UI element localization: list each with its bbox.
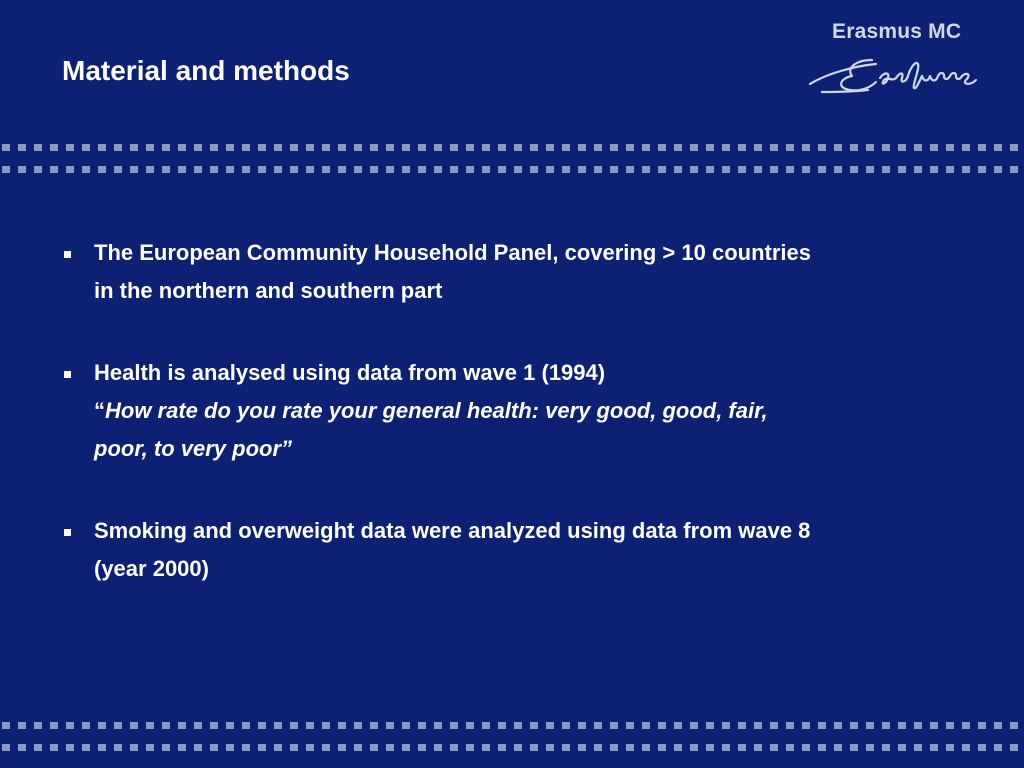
dot-mark [562, 166, 570, 173]
dot-mark [306, 722, 314, 729]
dot-mark [258, 166, 266, 173]
dot-mark [290, 166, 298, 173]
dot-mark [146, 744, 154, 751]
dot-mark [2, 722, 10, 729]
dot-mark [994, 744, 1002, 751]
dot-mark [786, 144, 794, 151]
bullet-marker-icon [64, 251, 71, 258]
dot-mark [18, 722, 26, 729]
bullet-item [62, 234, 962, 310]
dot-mark [482, 166, 490, 173]
dot-mark [642, 722, 650, 729]
dot-mark [914, 744, 922, 751]
dot-mark [338, 722, 346, 729]
dot-mark [690, 144, 698, 151]
dot-mark [354, 722, 362, 729]
logo-text: Erasmus MC [832, 20, 962, 43]
dot-mark [162, 144, 170, 151]
dot-mark [930, 144, 938, 151]
page-title: Material and methods [62, 55, 350, 86]
dot-mark [386, 144, 394, 151]
dot-mark [482, 144, 490, 151]
dot-mark [626, 166, 634, 173]
quote-open: “ [94, 398, 105, 423]
dot-mark [738, 166, 746, 173]
dot-mark [866, 144, 874, 151]
dot-mark [178, 144, 186, 151]
dot-mark [290, 744, 298, 751]
dot-mark [226, 722, 234, 729]
dot-mark [450, 166, 458, 173]
dot-mark [786, 722, 794, 729]
dot-mark [530, 722, 538, 729]
dot-mark [546, 144, 554, 151]
dot-mark [530, 166, 538, 173]
dot-mark [962, 722, 970, 729]
dot-mark [194, 722, 202, 729]
dot-mark [322, 166, 330, 173]
dot-mark [98, 166, 106, 173]
dot-mark [946, 166, 954, 173]
dot-mark [898, 722, 906, 729]
dot-mark [418, 144, 426, 151]
dot-mark [370, 722, 378, 729]
dot-mark [530, 744, 538, 751]
dot-mark [834, 144, 842, 151]
dot-mark [594, 722, 602, 729]
quote-line [94, 392, 962, 430]
dot-mark [546, 744, 554, 751]
dot-mark [402, 144, 410, 151]
dot-mark [866, 744, 874, 751]
dot-mark [434, 166, 442, 173]
bullet-text: (year 2000) [94, 556, 209, 581]
dot-mark [850, 722, 858, 729]
dot-mark [130, 144, 138, 151]
dot-mark [82, 722, 90, 729]
dot-mark [482, 722, 490, 729]
dot-mark [82, 166, 90, 173]
dot-mark [2, 166, 10, 173]
quote-text: poor, to very poor” [94, 436, 293, 461]
dot-mark [994, 144, 1002, 151]
dot-mark [738, 722, 746, 729]
dot-mark [130, 722, 138, 729]
dot-mark [450, 722, 458, 729]
dot-mark [50, 144, 58, 151]
dot-mark [514, 144, 522, 151]
dot-mark [306, 166, 314, 173]
dot-mark [146, 144, 154, 151]
dot-mark [338, 144, 346, 151]
dot-mark [818, 722, 826, 729]
dot-mark [770, 744, 778, 751]
dot-mark [738, 744, 746, 751]
dot-mark [706, 722, 714, 729]
dot-mark [226, 144, 234, 151]
dot-mark [290, 722, 298, 729]
dot-mark [706, 166, 714, 173]
dot-mark [962, 744, 970, 751]
dot-mark [674, 144, 682, 151]
dot-mark [642, 166, 650, 173]
bottom-dot-band [0, 718, 1024, 758]
dot-mark [466, 144, 474, 151]
dot-mark [178, 722, 186, 729]
quote-text: How rate do you rate your general health: very good, good, fair, [105, 398, 768, 423]
dot-mark [258, 722, 266, 729]
dot-mark [690, 744, 698, 751]
dot-mark [594, 144, 602, 151]
dot-mark [722, 166, 730, 173]
dot-mark [674, 166, 682, 173]
dot-mark [626, 744, 634, 751]
dot-mark [818, 144, 826, 151]
dot-mark [18, 144, 26, 151]
dot-mark [546, 166, 554, 173]
dot-mark [242, 744, 250, 751]
dot-mark [706, 744, 714, 751]
dot-mark [258, 744, 266, 751]
dot-mark [146, 722, 154, 729]
erasmus-mc-logo [806, 20, 986, 98]
dot-mark [50, 722, 58, 729]
bullet-text: in the northern and southern part [94, 278, 443, 303]
dot-mark [754, 166, 762, 173]
dot-mark [18, 166, 26, 173]
dot-mark [978, 166, 986, 173]
dot-mark [98, 744, 106, 751]
dot-mark [210, 166, 218, 173]
dot-mark [882, 144, 890, 151]
bullet-marker-icon [64, 371, 71, 378]
dot-mark [642, 744, 650, 751]
logo-signature-icon [806, 46, 986, 98]
dot-mark [946, 722, 954, 729]
dot-mark [514, 166, 522, 173]
dot-mark [530, 144, 538, 151]
dot-mark [194, 744, 202, 751]
dot-mark [386, 722, 394, 729]
dot-mark [162, 166, 170, 173]
dot-mark [642, 144, 650, 151]
dot-mark [466, 166, 474, 173]
dot-mark [226, 744, 234, 751]
dot-mark [994, 166, 1002, 173]
dot-mark [210, 744, 218, 751]
dot-mark [578, 744, 586, 751]
dot-mark [66, 144, 74, 151]
bullet-item [62, 354, 962, 468]
dot-mark [722, 144, 730, 151]
bullet-text: Health is analysed using data from wave 1 (1994) [94, 360, 606, 385]
dot-mark [594, 166, 602, 173]
dot-mark [178, 166, 186, 173]
dot-mark [114, 722, 122, 729]
dot-mark [178, 744, 186, 751]
dot-mark [1010, 144, 1018, 151]
dot-mark [1010, 744, 1018, 751]
dot-mark [306, 744, 314, 751]
bullet-text: The European Community Household Panel, covering > 10 countries [94, 240, 811, 265]
dot-mark [34, 744, 42, 751]
dot-mark [2, 144, 10, 151]
dot-mark [82, 144, 90, 151]
dot-mark [370, 144, 378, 151]
dot-mark [242, 144, 250, 151]
dot-mark [690, 166, 698, 173]
dot-mark [338, 166, 346, 173]
dot-mark [658, 722, 666, 729]
dot-mark [322, 744, 330, 751]
dot-mark [274, 744, 282, 751]
dot-mark [610, 144, 618, 151]
dot-mark [34, 722, 42, 729]
dot-mark [914, 166, 922, 173]
dot-mark [802, 722, 810, 729]
dot-mark [418, 166, 426, 173]
dot-mark [210, 722, 218, 729]
dot-mark [354, 166, 362, 173]
dot-mark [370, 166, 378, 173]
dot-mark [210, 144, 218, 151]
bullet-list [62, 234, 962, 632]
dot-mark [34, 144, 42, 151]
dot-mark [130, 744, 138, 751]
dot-mark [834, 744, 842, 751]
dot-mark [50, 744, 58, 751]
dot-mark [98, 722, 106, 729]
dot-mark [194, 144, 202, 151]
dot-mark [930, 722, 938, 729]
dot-mark [418, 722, 426, 729]
dot-mark [386, 744, 394, 751]
dot-mark [786, 744, 794, 751]
dot-mark [514, 744, 522, 751]
dot-mark [466, 744, 474, 751]
dot-mark [386, 166, 394, 173]
dot-mark [802, 744, 810, 751]
dot-mark [274, 166, 282, 173]
dot-mark [770, 144, 778, 151]
dot-mark [242, 166, 250, 173]
dot-mark [338, 744, 346, 751]
dot-mark [850, 166, 858, 173]
dot-mark [66, 744, 74, 751]
dot-mark [866, 166, 874, 173]
dot-mark [578, 144, 586, 151]
dot-mark [162, 744, 170, 751]
dot-mark [514, 722, 522, 729]
dot-mark [898, 744, 906, 751]
dot-mark [498, 722, 506, 729]
dot-mark [994, 722, 1002, 729]
dot-mark [450, 744, 458, 751]
dot-mark [402, 722, 410, 729]
dot-mark [50, 166, 58, 173]
dot-mark [434, 744, 442, 751]
dot-mark [626, 722, 634, 729]
dot-mark [274, 144, 282, 151]
bullet-marker-icon [64, 529, 71, 536]
dot-mark [674, 722, 682, 729]
dot-mark [482, 744, 490, 751]
dot-mark [882, 744, 890, 751]
dot-mark [834, 722, 842, 729]
dot-mark [1010, 722, 1018, 729]
dot-mark [690, 722, 698, 729]
dot-mark [546, 722, 554, 729]
dot-mark [562, 722, 570, 729]
dot-mark [578, 722, 586, 729]
dot-mark [658, 166, 666, 173]
dot-mark [450, 144, 458, 151]
dot-mark [770, 166, 778, 173]
dot-mark [370, 744, 378, 751]
dot-mark [978, 144, 986, 151]
bullet-item [62, 512, 962, 588]
dot-mark [658, 744, 666, 751]
dot-mark [258, 144, 266, 151]
dot-mark [722, 744, 730, 751]
dot-mark [674, 744, 682, 751]
dot-mark [82, 744, 90, 751]
dot-mark [802, 166, 810, 173]
dot-mark [882, 166, 890, 173]
dot-mark [242, 722, 250, 729]
dot-mark [866, 722, 874, 729]
dot-mark [498, 144, 506, 151]
dot-mark [930, 166, 938, 173]
dot-mark [114, 744, 122, 751]
dot-mark [594, 744, 602, 751]
dot-mark [1010, 166, 1018, 173]
dot-mark [66, 722, 74, 729]
dot-mark [434, 144, 442, 151]
dot-mark [290, 144, 298, 151]
dot-mark [578, 166, 586, 173]
bullet-text: Smoking and overweight data were analyzed using data from wave 8 [94, 518, 811, 543]
dot-mark [962, 166, 970, 173]
dot-mark [914, 144, 922, 151]
dot-mark [162, 722, 170, 729]
dot-mark [498, 166, 506, 173]
dot-mark [818, 744, 826, 751]
dot-mark [850, 144, 858, 151]
dot-mark [930, 744, 938, 751]
dot-mark [978, 722, 986, 729]
dot-mark [850, 744, 858, 751]
dot-mark [562, 744, 570, 751]
dot-mark [562, 144, 570, 151]
dot-mark [322, 144, 330, 151]
dot-mark [34, 166, 42, 173]
dot-mark [466, 722, 474, 729]
dot-mark [914, 722, 922, 729]
dot-mark [786, 166, 794, 173]
dot-mark [146, 166, 154, 173]
dot-mark [978, 744, 986, 751]
dot-mark [898, 144, 906, 151]
dot-mark [834, 166, 842, 173]
dot-mark [882, 722, 890, 729]
dot-mark [722, 722, 730, 729]
dot-mark [802, 144, 810, 151]
dot-mark [946, 144, 954, 151]
dot-mark [738, 144, 746, 151]
dot-mark [114, 144, 122, 151]
dot-mark [818, 166, 826, 173]
dot-mark [658, 144, 666, 151]
dot-mark [610, 744, 618, 751]
dot-mark [610, 722, 618, 729]
dot-mark [770, 722, 778, 729]
dot-mark [114, 166, 122, 173]
dot-mark [418, 744, 426, 751]
dot-mark [962, 144, 970, 151]
dot-mark [194, 166, 202, 173]
dot-mark [306, 144, 314, 151]
dot-mark [402, 166, 410, 173]
dot-mark [946, 744, 954, 751]
dot-mark [18, 744, 26, 751]
dot-mark [610, 166, 618, 173]
dot-mark [226, 166, 234, 173]
dot-mark [98, 144, 106, 151]
dot-mark [354, 744, 362, 751]
dot-mark [754, 722, 762, 729]
dot-mark [626, 144, 634, 151]
dot-mark [754, 144, 762, 151]
dot-mark [706, 144, 714, 151]
dot-mark [322, 722, 330, 729]
dot-mark [754, 744, 762, 751]
top-dot-band [0, 140, 1024, 180]
dot-mark [434, 722, 442, 729]
dot-mark [354, 144, 362, 151]
dot-mark [130, 166, 138, 173]
dot-mark [898, 166, 906, 173]
dot-mark [274, 722, 282, 729]
dot-mark [402, 744, 410, 751]
dot-mark [2, 744, 10, 751]
dot-mark [66, 166, 74, 173]
dot-mark [498, 744, 506, 751]
